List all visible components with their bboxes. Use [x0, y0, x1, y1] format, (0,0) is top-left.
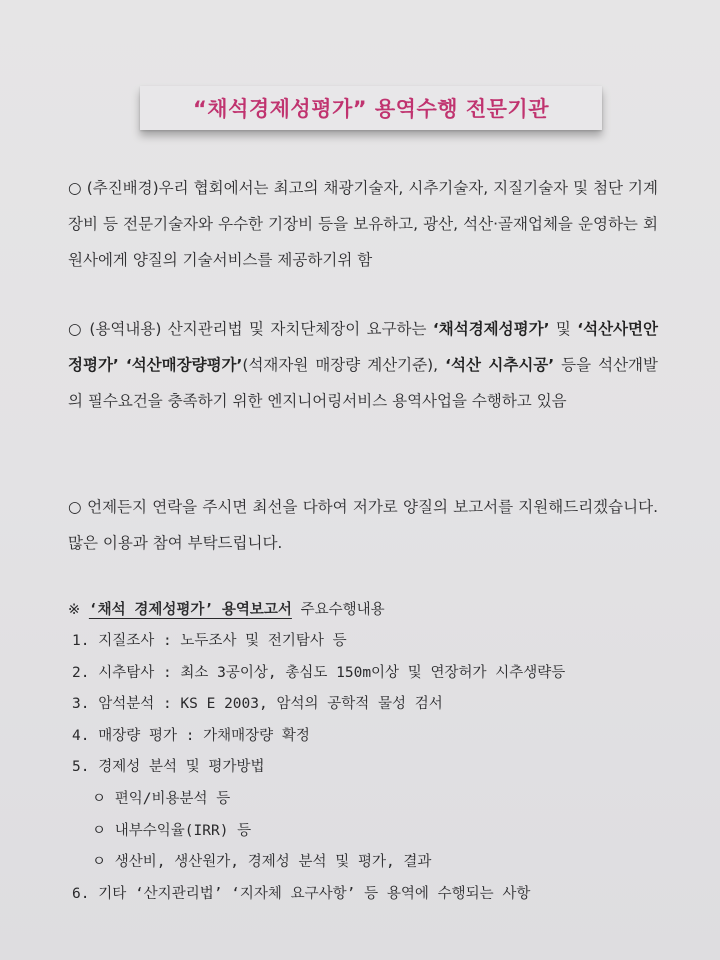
list-text: 경제성 분석 및 평가방법: [98, 759, 265, 776]
section-heading-rest: 주요수행내용: [291, 602, 385, 618]
sub-list-item: [68, 784, 668, 816]
section-heading: [68, 594, 668, 626]
list-number: 2.: [72, 664, 90, 681]
reference-mark: ※: [68, 602, 81, 618]
background-label: (추진배경): [86, 179, 159, 197]
service-item-a: ‘채석경제성평가’: [432, 320, 550, 338]
list-number: 6.: [72, 885, 90, 902]
background-text: 우리 협회에서는 최고의 채광기술자, 시추기술자, 지질기술자 및 첨단 기계장비 등 전문기술자와 우수한 기장비 등을 보유하고, 광산, 석산·골재업체을 운영하는 회원사에게 양질의 기술서비스를 제공하기위 함: [68, 179, 658, 269]
list-number: 3.: [72, 696, 90, 713]
sub-list-text: 편익/비용분석 등: [114, 790, 231, 807]
service-text-5: 등을 석산개발의 필수요건을 충족하기 위한 엔지니어링서비스 용역사업을 수행하고 있음: [68, 356, 658, 410]
list-number: 1.: [72, 633, 90, 649]
list-item: [68, 879, 668, 911]
list-text: 지질조사 : 노두조사 및 전기탐사 등: [98, 633, 347, 649]
sub-bullet: ㅇ: [92, 822, 107, 839]
list-text: 기타 ‘산지관리법’ ‘지자체 요구사항’ 등 용역에 수행되는 사항: [98, 885, 531, 902]
sub-bullet: ㅇ: [92, 854, 107, 871]
list-number: 4.: [72, 727, 90, 744]
bullet-circle: ○: [68, 320, 83, 338]
contact-text: 언제든지 연락을 주시면 최선을 다하여 저가로 양질의 보고서를 지원해드리겠습니다. 많은 이용과 참여 부탁드립니다.: [68, 498, 658, 552]
list-item: [68, 689, 668, 721]
service-item-b: ‘석산사면안정평가’: [68, 320, 658, 374]
service-text-1: 산지관리법 및 자치단체장이 요구하는: [161, 320, 433, 338]
list-text: 암석분석 : KS E 2003, 암석의 공학적 물성 검서: [98, 696, 443, 713]
paragraph-contact: [68, 489, 658, 561]
list-text: 시추탐사 : 최소 3공이상, 총심도 150m이상 및 연장허가 시추생략등: [98, 664, 566, 681]
sub-list-text: 생산비, 생산원가, 경제성 분석 및 평가, 결과: [114, 854, 432, 871]
sub-bullet: ㅇ: [92, 790, 107, 807]
bullet-circle: ○: [68, 498, 82, 516]
page-title: “채석경제성평가” 용역수행 전문기관: [192, 97, 549, 121]
service-text-3: [119, 356, 126, 374]
service-label: (용역내용): [89, 320, 162, 338]
service-text-2: 및: [549, 320, 578, 338]
sub-list-item: [68, 816, 668, 848]
section-heading-underlined: ‘채석 경제성평가’ 용역보고서: [88, 602, 292, 618]
list-item: [68, 626, 668, 658]
title-banner: [140, 86, 602, 130]
paragraph-service: [68, 311, 658, 419]
sub-list-item: [68, 847, 668, 879]
list-number: 5.: [72, 759, 90, 776]
service-item-d: ‘석산 시추시공’: [445, 356, 555, 374]
list-text: 매장량 평가 : 가채매장량 확정: [98, 727, 310, 744]
sub-list-text: 내부수익율(IRR) 등: [114, 822, 252, 839]
list-item: [68, 658, 668, 690]
scope-section: [68, 594, 668, 910]
paragraph-background: [68, 170, 658, 278]
list-item: [68, 752, 668, 784]
service-text-4: (석재자원 매장량 계산기준),: [242, 356, 446, 374]
bullet-circle: ○: [68, 179, 82, 197]
service-item-c: ‘석산매장량평가’: [125, 356, 243, 374]
list-item: [68, 721, 668, 753]
